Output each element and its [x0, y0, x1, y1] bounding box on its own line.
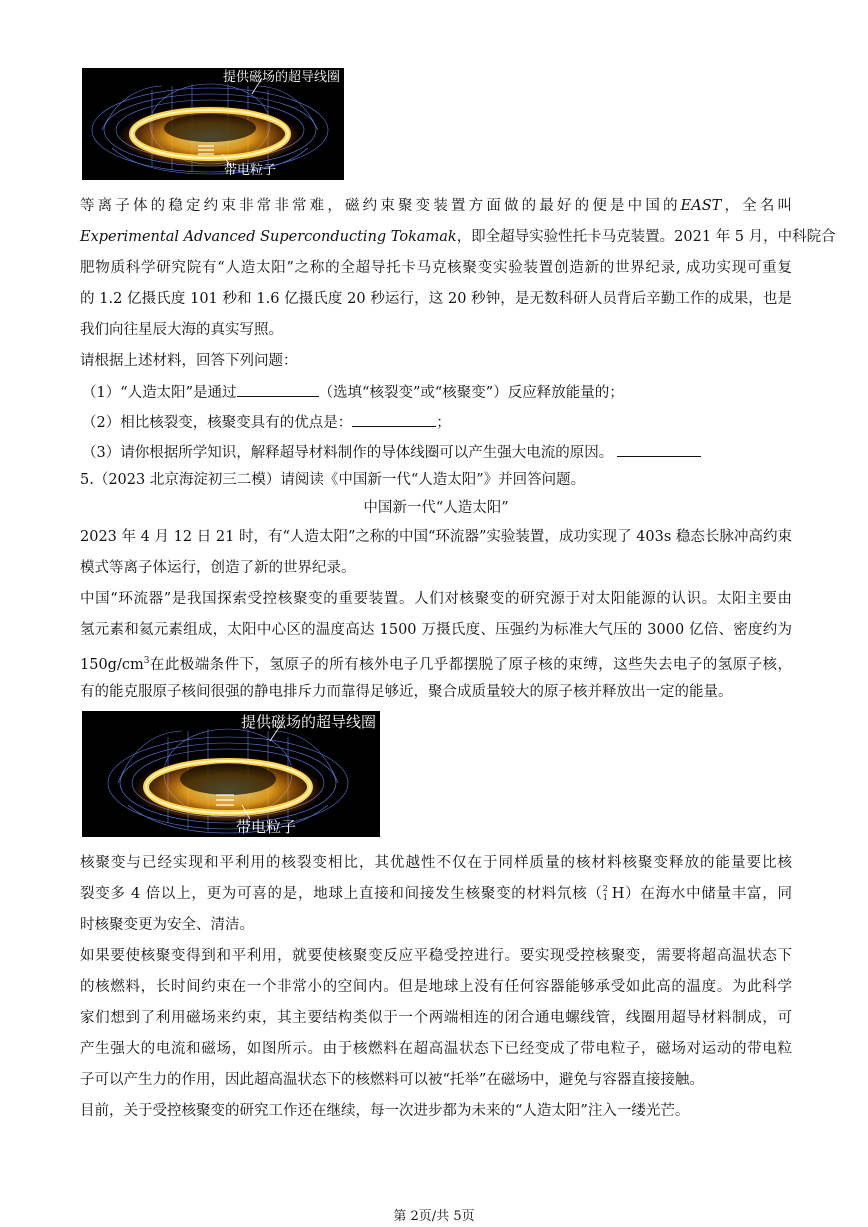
nuclide-notation: [603, 884, 612, 902]
para5-line5: 子可以产生力的作用，因此超高温状态下的核燃料可以被“托举”在磁场中，避免与容器直接接触。: [80, 1072, 704, 1088]
question-3: [82, 441, 794, 463]
para4-line3: 时核聚变更为安全、清洁。: [80, 917, 254, 933]
question-1-text: （1）“人造太阳”是通过: [82, 385, 237, 401]
figure-1-label-coil: 提供磁场的超导线圈: [222, 70, 340, 85]
figure-2-label-coil: 提供磁场的超导线圈: [240, 713, 376, 731]
mass-number: 2: [602, 884, 608, 893]
atomic-number: 1: [602, 893, 608, 902]
para3-line3: [80, 651, 792, 675]
para1-text: 等离子体的稳定约束非常非常难，磁约束聚变装置方面做的最好的便是中国的: [80, 198, 681, 214]
question-2: [82, 411, 794, 433]
question-5-heading: 5.（2023 北京海淀初三二模）请阅读《中国新一代“人造太阳”》并回答问题。: [80, 472, 586, 488]
question-3-text: （3）请你根据所学知识，解释超导材料制作的导体线圈可以产生强大电流的原因。: [82, 445, 614, 461]
para1-text: ，即全超导实验性托卡马克装置。2021 年 5 月，中科院合: [456, 229, 836, 245]
para4-text: 裂变多 4 倍以上，更为可喜的是，地球上直接和间接发生核聚变的材料氘核（: [80, 886, 603, 902]
para5-line2: 的核燃料，长时间约束在一个非常小的空间内。但是地球上没有任何容器能够承受如此高的温度。为此科学: [80, 979, 792, 995]
para5-line3: 家们想到了利用磁场来约束，其主要结构类似于一个两端相连的闭合通电螺线管，线圈用超导材料制成，可: [80, 1010, 792, 1026]
para1-text: ，全名叫: [721, 198, 793, 214]
para1-line4: 的 1.2 亿摄氏度 101 秒和 1.6 亿摄氏度 20 秒运行，这 20 秒钟，是无数科研人员背后辛勤工作的成果，也是: [80, 291, 792, 307]
para4-line2: [80, 884, 792, 904]
para3-line4: 有的能克服原子核间很强的静电排斥力而靠得足够近，聚合成质量较大的原子核并释放出一定的能量。: [80, 684, 733, 700]
tokamak-figure-2: [82, 711, 380, 837]
para3-text: 在此极端条件下，氢原子的所有核外电子几乎都摆脱了原子核的束缚，这些失去电子的氢原子核，: [149, 656, 792, 673]
para4-text: ）在海水中储量丰富，同: [624, 886, 792, 902]
answer-blank-3[interactable]: [617, 441, 701, 457]
page-number: 第 2页/共 5页: [393, 1209, 475, 1224]
question-2-text: ；: [436, 415, 451, 431]
para3-line1: 中国“环流器”是我国探索受控核聚变的重要装置。人们对核聚变的研究源于对太阳能源的认识。太阳主要由: [80, 591, 792, 607]
question-1-text: （选填“核裂变”或“核聚变”）反应释放能量的；: [318, 385, 624, 401]
article-title: 中国新一代“人造太阳”: [363, 500, 509, 516]
para2-line1: 2023 年 4 月 12 日 21 时，有“人造太阳”之称的中国“环流器”实验装置，成功实现了 403s 稳态长脉冲高约束: [80, 529, 792, 545]
para3-line2: 氢元素和氦元素组成，太阳中心区的温度高达 1500 万摄氏度、压强约为标准大气压的 3000 亿倍、密度约为: [80, 622, 792, 638]
element-symbol: H: [611, 886, 625, 902]
density-exponent: 3: [143, 656, 150, 666]
para4-line1: 核聚变与已经实现和平利用的核裂变相比，其优越性不仅在于同样质量的核材料核聚变释放的能量要比核: [80, 855, 792, 871]
density-value: 150g/cm: [80, 656, 144, 673]
figure-1-label-particle: 带电粒子: [224, 163, 277, 178]
east-term: EAST: [680, 198, 722, 214]
question-1: [82, 381, 794, 403]
question-prompt: 请根据上述材料，回答下列问题：: [80, 353, 298, 369]
tokamak-fullname: Experimental Advanced Superconducting Tokamak: [80, 229, 457, 245]
question-2-text: （2）相比核裂变，核聚变具有的优点是：: [82, 415, 353, 431]
para1-line1: [80, 196, 792, 216]
answer-blank-2[interactable]: [352, 411, 436, 427]
para1-line3: 肥物质科学研究院有“人造太阳”之称的全超导托卡马克核聚变实验装置创造新的世界纪录, 成功实现可重复: [80, 260, 792, 276]
tokamak-figure-1: [82, 68, 344, 180]
para5-line4: 产生强大的电流和磁场，如图所示。由于核燃料在超高温状态下已经变成了带电粒子，磁场对运动的带电粒: [80, 1041, 792, 1057]
para2-line2: 模式等离子体运行，创造了新的世界纪录。: [80, 560, 356, 576]
figure-2-label-particle: 带电粒子: [236, 818, 297, 836]
para6-line1: 目前，关于受控核聚变的研究工作还在继续，每一次进步都为未来的“人造太阳”注入一缕光芒。: [80, 1103, 690, 1119]
para1-line5: 我们向往星辰大海的真实写照。: [80, 322, 283, 338]
para5-line1: 如果要使核聚变得到和平利用，就要使核聚变反应平稳受控进行。要实现受控核聚变，需要将超高温状态下: [80, 948, 792, 964]
para1-line2: [80, 227, 836, 247]
answer-blank-1[interactable]: [237, 381, 319, 397]
